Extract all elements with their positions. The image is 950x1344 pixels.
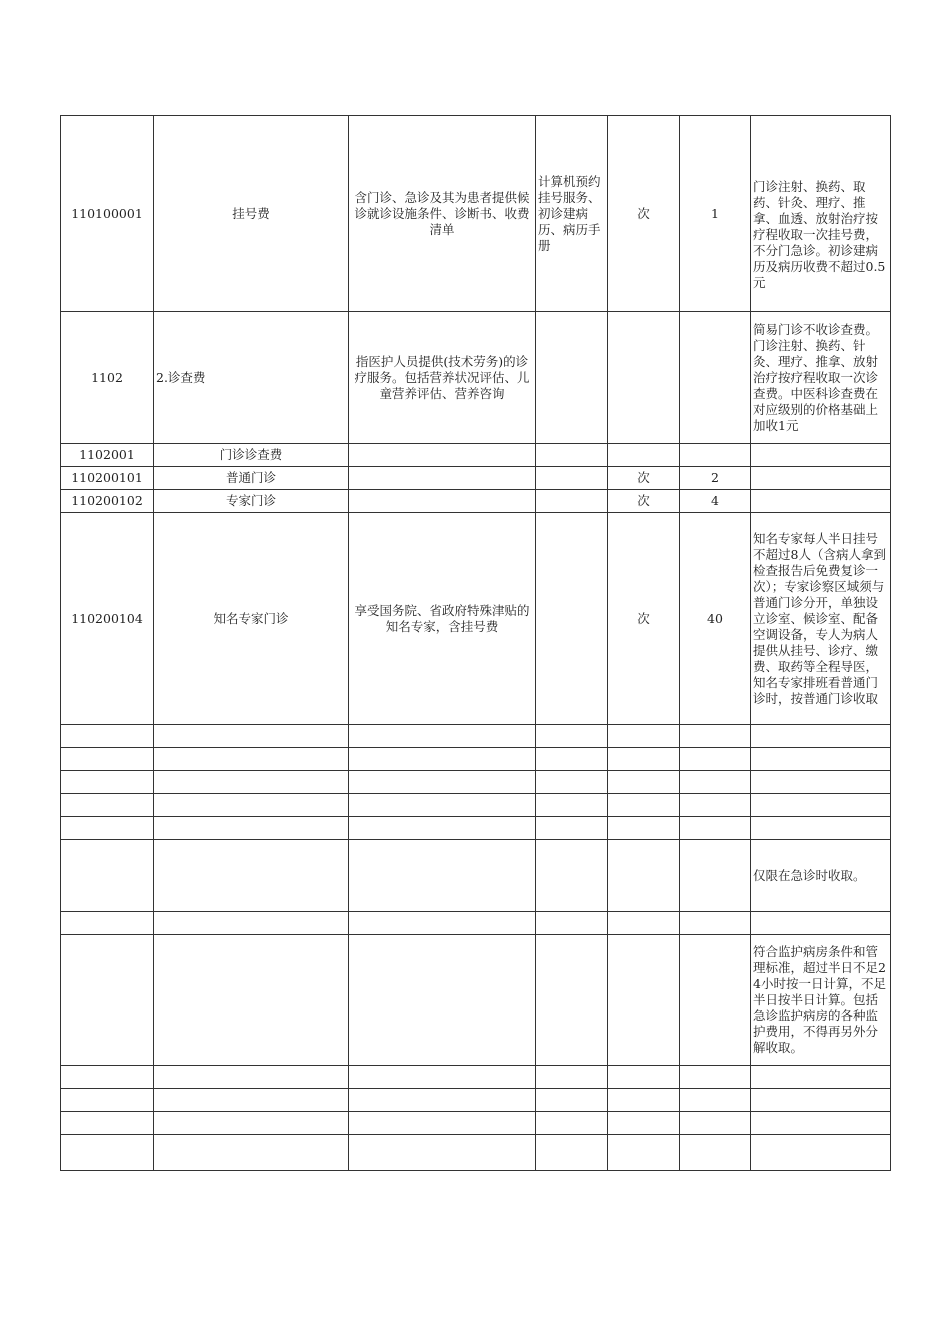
item-code (61, 1066, 154, 1089)
item-code: 110200104 (61, 513, 154, 725)
table-row (61, 817, 891, 840)
item-content (349, 1066, 536, 1089)
price (680, 817, 751, 840)
item-name: 普通门诊 (154, 467, 349, 490)
excluded-content (536, 840, 608, 912)
excluded-content (536, 444, 608, 467)
item-content: 享受国务院、省政府特殊津贴的知名专家，含挂号费 (349, 513, 536, 725)
price (680, 1112, 751, 1135)
price: 2 (680, 467, 751, 490)
item-name (154, 1135, 349, 1171)
item-code (61, 1135, 154, 1171)
note (751, 771, 891, 794)
note (751, 444, 891, 467)
note (751, 1112, 891, 1135)
item-name (154, 912, 349, 935)
excluded-content (536, 817, 608, 840)
item-name (154, 1112, 349, 1135)
unit (608, 1112, 680, 1135)
unit: 次 (608, 513, 680, 725)
excluded-content (536, 1066, 608, 1089)
unit: 次 (608, 116, 680, 312)
note (751, 1089, 891, 1112)
item-content (349, 490, 536, 513)
table-row (61, 444, 891, 467)
note (751, 794, 891, 817)
unit (608, 935, 680, 1066)
item-name (154, 1089, 349, 1112)
item-content (349, 1112, 536, 1135)
item-code (61, 771, 154, 794)
price (680, 771, 751, 794)
item-name: 2.诊查费 (154, 312, 349, 444)
excluded-content (536, 725, 608, 748)
table-row (61, 467, 891, 490)
unit (608, 444, 680, 467)
price (680, 794, 751, 817)
price (680, 935, 751, 1066)
excluded-content (536, 513, 608, 725)
price: 40 (680, 513, 751, 725)
item-content (349, 725, 536, 748)
item-code (61, 912, 154, 935)
item-content: 含门诊、急诊及其为患者提供候诊就诊设施条件、诊断书、收费清单 (349, 116, 536, 312)
excluded-content (536, 912, 608, 935)
excluded-content (536, 467, 608, 490)
unit (608, 748, 680, 771)
item-name: 专家门诊 (154, 490, 349, 513)
unit (608, 817, 680, 840)
excluded-content (536, 748, 608, 771)
item-content (349, 817, 536, 840)
table-row (61, 912, 891, 935)
note: 简易门诊不收诊查费。门诊注射、换药、针灸、理疗、推拿、放射治疗按疗程收取一次诊查费。中医科诊查费在对应级别的价格基础上加收1元 (751, 312, 891, 444)
price (680, 312, 751, 444)
item-code: 110200101 (61, 467, 154, 490)
item-content (349, 1089, 536, 1112)
unit (608, 794, 680, 817)
unit (608, 771, 680, 794)
price (680, 725, 751, 748)
item-code: 1102001 (61, 444, 154, 467)
item-content (349, 771, 536, 794)
note: 门诊注射、换药、取药、针灸、理疗、推拿、血透、放射治疗按疗程收取一次挂号费，不分门急诊。初诊建病历及病历收费不超过0.5元 (751, 116, 891, 312)
note (751, 490, 891, 513)
excluded-content (536, 1112, 608, 1135)
item-name (154, 817, 349, 840)
price (680, 1135, 751, 1171)
unit (608, 912, 680, 935)
note (751, 817, 891, 840)
unit: 次 (608, 490, 680, 513)
excluded-content (536, 771, 608, 794)
item-code (61, 748, 154, 771)
excluded-content (536, 794, 608, 817)
item-name (154, 935, 349, 1066)
excluded-content (536, 490, 608, 513)
item-name: 门诊诊查费 (154, 444, 349, 467)
table-row (61, 1066, 891, 1089)
item-code: 110200102 (61, 490, 154, 513)
item-content (349, 840, 536, 912)
item-code: 1102 (61, 312, 154, 444)
excluded-content (536, 1135, 608, 1171)
table-row (61, 840, 891, 912)
item-code (61, 794, 154, 817)
table-row (61, 725, 891, 748)
item-code (61, 817, 154, 840)
unit (608, 725, 680, 748)
item-content (349, 1135, 536, 1171)
item-code (61, 935, 154, 1066)
price (680, 1089, 751, 1112)
item-code: 110100001 (61, 116, 154, 312)
note (751, 1066, 891, 1089)
item-name (154, 748, 349, 771)
price (680, 444, 751, 467)
excluded-content (536, 312, 608, 444)
table-row (61, 1112, 891, 1135)
unit (608, 840, 680, 912)
note (751, 748, 891, 771)
item-content (349, 748, 536, 771)
item-code (61, 1112, 154, 1135)
fee-schedule-table (60, 115, 891, 1171)
item-code (61, 840, 154, 912)
note: 知名专家每人半日挂号不超过8人（含病人拿到检查报告后免费复诊一次）；专家诊察区域须与普通门诊分开，单独设立诊室、候诊室、配备空调设备，专人为病人提供从挂号、诊疗、缴费、取药等全程导医，知名专家排班看普通门诊时，按普通门诊收取 (751, 513, 891, 725)
item-name: 知名专家门诊 (154, 513, 349, 725)
excluded-content (536, 1089, 608, 1112)
table-row (61, 1089, 891, 1112)
table-row (61, 490, 891, 513)
unit (608, 1089, 680, 1112)
unit: 次 (608, 467, 680, 490)
item-content: 指医护人员提供(技术劳务)的诊疗服务。包括营养状况评估、儿童营养评估、营养咨询 (349, 312, 536, 444)
table-row (61, 1135, 891, 1171)
item-content (349, 794, 536, 817)
unit (608, 1066, 680, 1089)
excluded-content: 计算机预约挂号服务、初诊建病历、病历手册 (536, 116, 608, 312)
note (751, 467, 891, 490)
table-row (61, 771, 891, 794)
excluded-content (536, 935, 608, 1066)
price (680, 748, 751, 771)
table-row (61, 748, 891, 771)
item-name (154, 1066, 349, 1089)
note: 符合监护病房条件和管理标准，超过半日不足24小时按一日计算，不足半日按半日计算。包括急诊监护病房的各种监护费用，不得再另外分解收取。 (751, 935, 891, 1066)
price: 1 (680, 116, 751, 312)
price (680, 912, 751, 935)
note (751, 1135, 891, 1171)
table-row (61, 116, 891, 312)
table-row (61, 935, 891, 1066)
unit (608, 312, 680, 444)
item-name (154, 794, 349, 817)
note (751, 912, 891, 935)
table-row (61, 794, 891, 817)
item-content (349, 467, 536, 490)
item-name (154, 725, 349, 748)
price (680, 1066, 751, 1089)
item-name: 挂号费 (154, 116, 349, 312)
item-code (61, 1089, 154, 1112)
unit (608, 1135, 680, 1171)
item-content (349, 935, 536, 1066)
item-content (349, 444, 536, 467)
price (680, 840, 751, 912)
item-name (154, 771, 349, 794)
item-content (349, 912, 536, 935)
table-row (61, 312, 891, 444)
item-code (61, 725, 154, 748)
item-name (154, 840, 349, 912)
note (751, 725, 891, 748)
table-row (61, 513, 891, 725)
note: 仅限在急诊时收取。 (751, 840, 891, 912)
price: 4 (680, 490, 751, 513)
